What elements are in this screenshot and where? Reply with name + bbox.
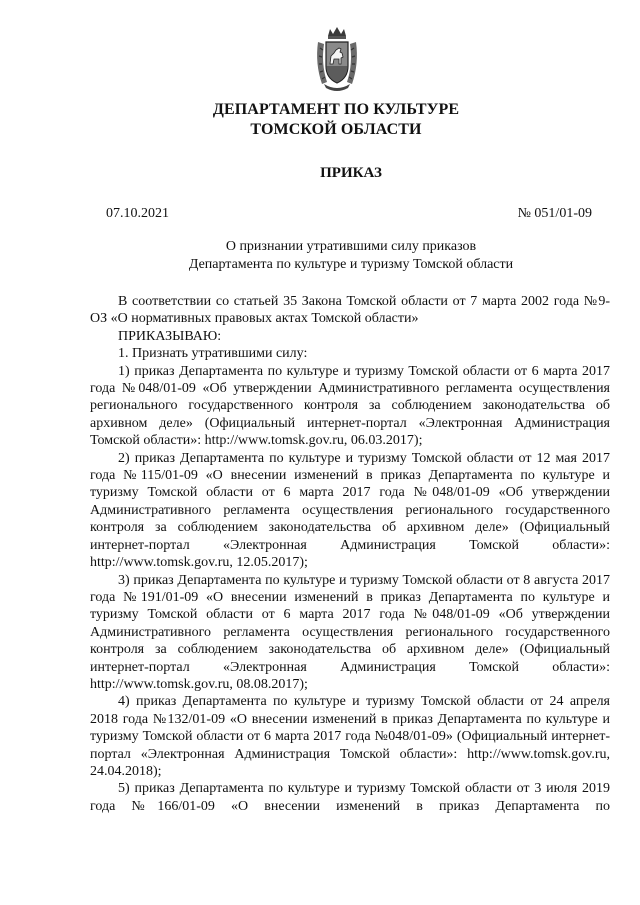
- list-item-4: 4) приказ Департамента по культуре и туризму Томской области от 24 апреля 2018 года №132/01-09 «О внесении изменений в приказ Департамента по культуре и туризму Томской области от 6 марта 2017 года №048/01-09» (Официальный интернет-портал «Электронная Администрация Томской области»: http://www.tomsk.gov.ru, 24.04.2018);: [90, 694, 610, 779]
- organization-name-line1: ДЕПАРТАМЕНТ ПО КУЛЬТУРЕ: [212, 101, 460, 118]
- subject-line2: Департамента по культуре и туризму Томской области: [188, 257, 514, 272]
- preamble-paragraph: В соответствии со статьей 35 Закона Томской области от 7 марта 2002 года №9-ОЗ «О нормативных правовых актах Томской области»: [90, 294, 610, 327]
- point1-intro: 1. Признать утратившими силу:: [118, 346, 308, 362]
- list-item-5: 5) приказ Департамента по культуре и туризму Томской области от 3 июля 2019 года №166/01-09 «О внесении изменений в приказ Департамента по: [90, 781, 610, 814]
- subject-line1: О признании утратившими силу приказов: [225, 239, 477, 254]
- order-word: ПРИКАЗЫВАЮ:: [118, 328, 222, 344]
- list-item-2: 2) приказ Департамента по культуре и туризму Томской области от 12 мая 2017 года №115/01-09 «О внесении изменений в приказ Департамента по культуре и туризму Томской области от 6 марта 2017 года №048/01-09 «Об утверждении Административного регламента осуществления регионального государственного контроля за соблюдением законодательства об архивном деле» (Официальный интернет-портал «Электронная Администрация Томской области»: http://www.tomsk.gov.ru, 12.05.2017);: [90, 450, 610, 571]
- document-body: [90, 293, 610, 815]
- document-type-title: ПРИКАЗ: [320, 165, 382, 181]
- list-item-3: 3) приказ Департамента по культуре и туризму Томской области от 8 августа 2017 года №191/01-09 «О внесении изменений в приказ Департамента по культуре и туризму Томской области от 6 марта 2017 года №048/01-09 «Об утверждении Административного регламента осуществления регионального государственного контроля за соблюдением законодательства об архивном деле» (Официальный интернет-портал «Электронная Администрация Томской области»: http://www.tomsk.gov.ru, 08.08.2017);: [90, 572, 610, 692]
- document-subject: [0, 238, 640, 274]
- coat-of-arms-icon: [314, 26, 360, 92]
- document-number: № 051/01-09: [517, 206, 592, 221]
- list-item-1: 1) приказ Департамента по культуре и туризму Томской области от 6 марта 2017 года №048/01-09 «Об утверждении Административного регламента осуществления регионального государственного контроля за соблюдением законодательства об архивном деле» (Официальный интернет-портал «Электронная Администрация Томской области»: http://www.tomsk.gov.ru, 06.03.2017);: [90, 363, 610, 449]
- document-date: 07.10.2021: [106, 206, 169, 221]
- organization-name-line2: ТОМСКОЙ ОБЛАСТИ: [250, 121, 422, 138]
